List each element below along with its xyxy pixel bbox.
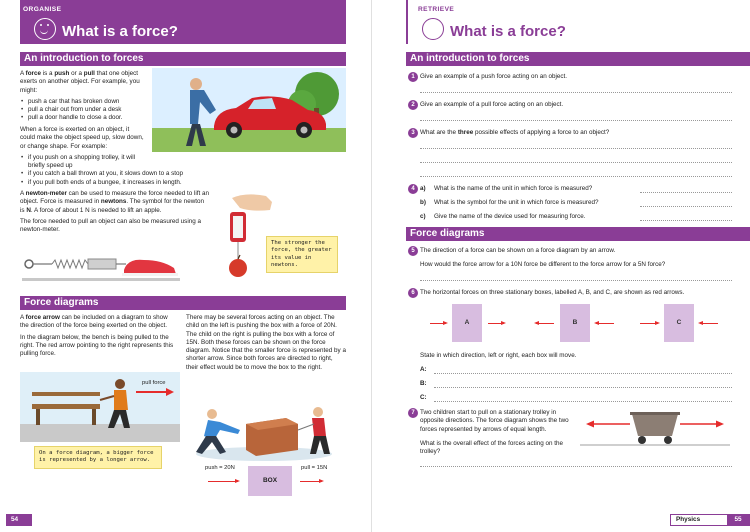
pull-label: pull = 15N <box>301 465 328 471</box>
answer-label-c: C: <box>420 394 427 401</box>
answer-label-b: B: <box>420 380 427 387</box>
question-7-text-2: What is the overall effect of the forces acting on the trolley? <box>420 440 564 456</box>
question-number-1: 1 <box>408 72 418 82</box>
left-banner <box>20 0 346 44</box>
smiley-icon <box>34 18 56 40</box>
left-page-title: What is a force? <box>62 23 178 40</box>
box-c-label: C <box>676 319 682 326</box>
question-number-7: 7 <box>408 408 418 418</box>
answer-line-1[interactable] <box>420 92 732 93</box>
right-footer <box>670 514 750 526</box>
question-2-text: Give an example of a pull force acting on an object. <box>420 101 564 108</box>
answer-line-6a[interactable] <box>434 373 732 374</box>
question-number-5: 5 <box>408 246 418 256</box>
answer-line-6b[interactable] <box>434 387 732 388</box>
diagrams-text-right <box>186 314 346 375</box>
q4-c-text: Give the name of the device used for measuring force. <box>434 213 586 220</box>
smiley-icon <box>422 18 444 40</box>
pull-force-label: pull force <box>142 380 166 386</box>
intro-para-2: When a force is exerted on an object, it could make the object speed up, slow down, or change shape. For example: <box>20 126 144 150</box>
q4-b-text: What is the symbol for the unit in which force is measured? <box>434 199 599 206</box>
list-item: • push a car that has broken down <box>20 98 144 106</box>
answer-line-4a[interactable] <box>640 192 732 193</box>
list-item: • pull a door handle to close a door. <box>20 114 144 122</box>
box-b-label: B <box>572 319 578 326</box>
right-page-title: What is a force? <box>450 23 566 40</box>
question-3-text: What are the three possible effects of applying a force to an object? <box>420 129 610 136</box>
diagrams-para-2: In the diagram below, the bench is being pulled to the right. The red arrow pointing to the right represents this pulling force. <box>20 333 174 358</box>
subject-label: Physics <box>676 516 701 523</box>
car-push-illustration <box>152 68 346 152</box>
diagrams-text-left <box>20 314 178 361</box>
right-intro-heading: An introduction to forces <box>406 52 750 66</box>
answer-line-3a[interactable] <box>420 148 732 149</box>
box-c-arrow-left <box>640 323 658 324</box>
q4-c-label: c) <box>420 213 426 220</box>
right-page <box>378 0 750 532</box>
question-5-text-2: How would the force arrow for a 10N force be different to the force arrow for a 5N force? <box>420 261 666 268</box>
bigger-force-callout: On a force diagram, a bigger force is represented by a longer arrow. <box>34 446 162 469</box>
q4-b-label: b) <box>420 199 426 206</box>
box-b-arrow-left <box>536 323 554 324</box>
right-force-diagrams-heading: Force diagrams <box>406 227 750 241</box>
q4-a-text: What is the name of the unit in which force is measured? <box>434 185 593 192</box>
list-item: • if you push on a shopping trolley, it will briefly speed up <box>20 154 144 171</box>
box-a-arrow-right <box>488 323 504 324</box>
box-diagram: BOX <box>248 466 292 496</box>
intro-list-1 <box>20 98 144 123</box>
box-a-label: A <box>464 319 470 326</box>
answer-line-3b[interactable] <box>420 162 732 163</box>
spring-meter-shoe-illustration <box>22 252 180 282</box>
newton-callout: The stronger the force, the greater its value in newtons. <box>266 236 338 273</box>
question-6-prompt: State in which direction, left or right, each box will move. <box>420 352 577 359</box>
intro-para-3: A newton-meter can be used to measure the force needed to lift an object. Force is measured in newtons. The symbol for the newton is N. A force of about 1 N is needed to lift an apple. <box>20 190 210 214</box>
right-banner <box>406 0 750 44</box>
list-item: • pull a chair out from under a desk <box>20 106 144 114</box>
answer-line-4c[interactable] <box>640 220 732 221</box>
force-diagrams-heading: Force diagrams <box>20 296 346 310</box>
question-7-text-1: Two children start to pull on a stationary trolley in opposite directions. The force diagram shows the two forces represented by arrows of equal length. <box>420 409 569 433</box>
question-number-3: 3 <box>408 128 418 138</box>
question-1-text: Give an example of a push force acting on an object. <box>420 73 568 80</box>
answer-line-6c[interactable] <box>434 401 732 402</box>
answer-line-2[interactable] <box>420 120 732 121</box>
box-a-arrow-left <box>430 323 446 324</box>
intro-heading: An introduction to forces <box>20 52 346 66</box>
organise-tag: ORGANISE <box>23 6 62 13</box>
left-page <box>0 0 372 532</box>
push-label: push = 20N <box>205 465 235 471</box>
answer-line-3c[interactable] <box>420 176 732 177</box>
retrieve-tag: RETRIEVE <box>418 6 455 13</box>
question-number-2: 2 <box>408 100 418 110</box>
q4-a-label: a) <box>420 185 426 192</box>
answer-label-a: A: <box>420 366 427 373</box>
diagrams-para-1: A force arrow can be included on a diagram to show the direction of the force being exerted on the object. <box>20 314 168 330</box>
list-item: • if you pull both ends of a bungee, it increases in length. <box>20 179 210 187</box>
intro-text <box>20 70 144 126</box>
diagrams-para-3: There may be several forces acting on an object. The child on the left is pushing the box with a force of 20N. The child on the right is pulling the box with a force of 15N. Both these forces can be shown on the force diagram. Notice that the smaller force is represented by a shorter arrow. Since both forces are directed to right, their effect would be to move the box to the right. <box>186 314 346 371</box>
pull-arrow <box>300 481 322 482</box>
box-c-arrow-right <box>700 323 718 324</box>
push-arrow <box>208 481 238 482</box>
right-page-number: 55 <box>727 514 749 526</box>
answer-line-7[interactable] <box>420 466 732 467</box>
intro-para-1: A force is a push or a pull that one object exerts on another object. For example, you might: <box>20 70 140 94</box>
question-6-text: The horizontal forces on three stationary boxes, labelled A, B, and C, are shown as red arrows. <box>420 289 685 296</box>
answer-line-5[interactable] <box>420 280 732 281</box>
left-page-number: 54 <box>6 514 32 526</box>
intro-para-4: The force needed to pull an object can also be measured using a newton-meter. <box>20 217 201 234</box>
question-number-6: 6 <box>408 288 418 298</box>
children-box-illustration <box>190 400 336 462</box>
question-number-4: 4 <box>408 184 418 194</box>
list-item: • if you catch a ball thrown at you, it slows down to a stop <box>20 170 210 178</box>
answer-line-4b[interactable] <box>640 206 732 207</box>
question-5-text-1: The direction of a force can be shown on a force diagram by an arrow. <box>420 247 616 254</box>
intro-list-2 <box>20 154 210 187</box>
box-b-arrow-right <box>596 323 614 324</box>
trolley-illustration <box>580 410 730 452</box>
